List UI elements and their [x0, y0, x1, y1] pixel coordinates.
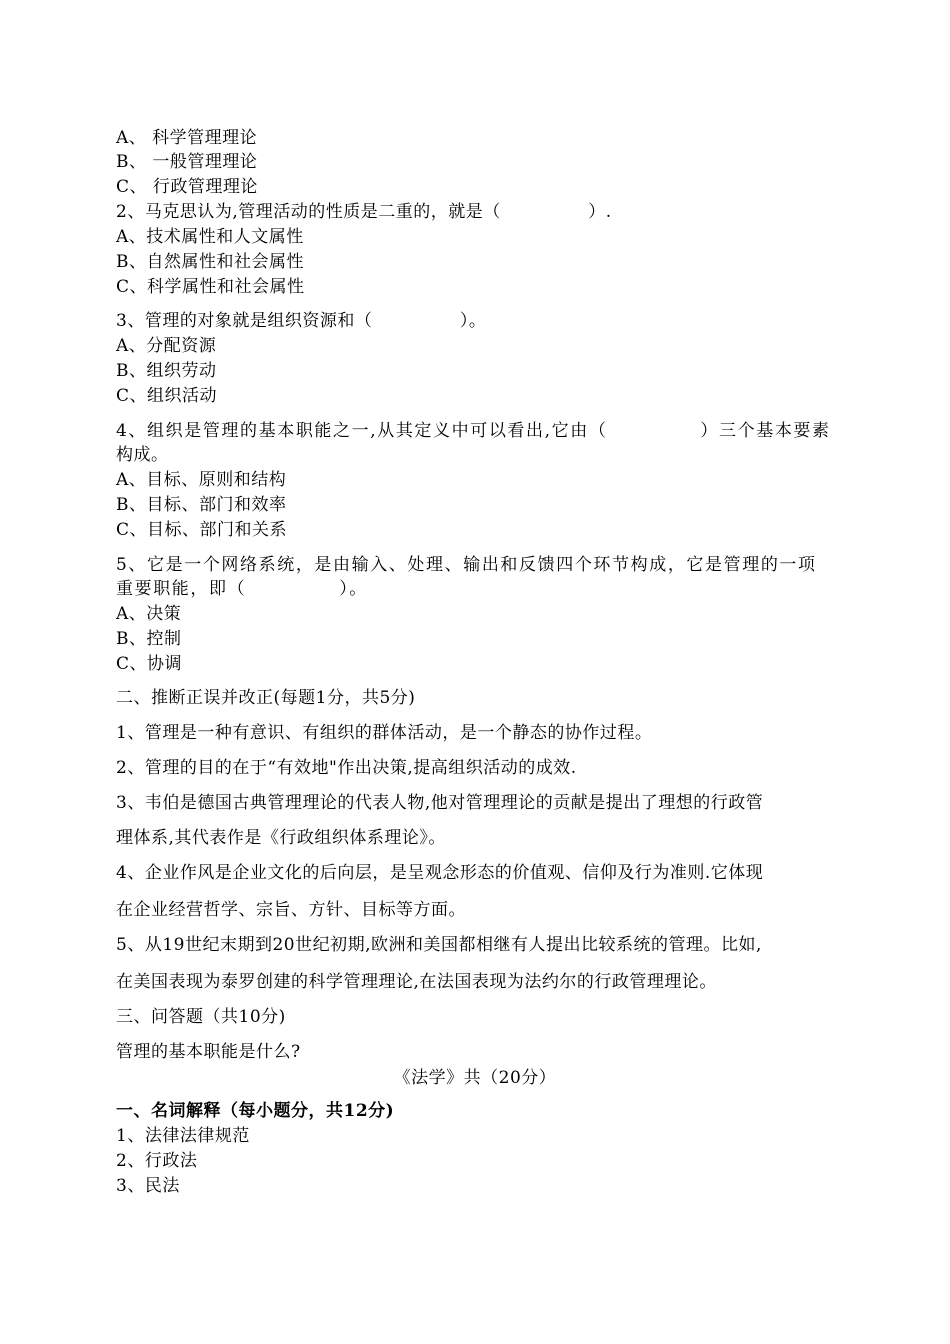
law-term-2: 2、行政法: [116, 1151, 198, 1171]
q5-option-a: A、决策: [116, 604, 182, 624]
q5-stem-line2: 重要职能，即（ ）。: [116, 579, 368, 599]
q1-option-a: A、 科学管理理论: [116, 128, 258, 148]
q4-option-c: C、目标、部门和关系: [116, 520, 288, 540]
section2-item-1: 1、管理是一种有意识、有组织的群体活动，是一个静态的协作过程。: [116, 723, 653, 743]
q1-option-b: B、 一般管理理论: [116, 152, 258, 172]
q3-option-b: B、组织劳动: [116, 361, 217, 381]
q2-option-c: C、科学属性和社会属性: [116, 277, 305, 297]
section2-heading: 二、推断正误并改正(每题1分，共5分): [116, 688, 416, 708]
section3-question: 管理的基本职能是什么?: [116, 1042, 301, 1062]
q5-option-c: C、协调: [116, 654, 183, 674]
section2-item-3-line2: 理体系,其代表作是《行政组织体系理论》。: [116, 828, 446, 848]
law-title: 《法学》共（20分）: [393, 1068, 557, 1088]
q4-option-a: A、目标、原则和结构: [116, 470, 287, 490]
section2-item-5-line2: 在美国表现为泰罗创建的科学管理理论,在法国表现为法约尔的行政管理理论。: [116, 972, 717, 992]
section2-item-4-line1: 4、企业作风是企业文化的后向层，是呈观念形态的价值观、信仰及行为准则.它体现: [116, 863, 764, 883]
section3-heading: 三、问答题（共10分): [116, 1007, 286, 1027]
q2-option-b: B、自然属性和社会属性: [116, 252, 304, 272]
section2-item-2: 2、管理的目的在于“有效地"作出决策,提高组织活动的成效.: [116, 758, 577, 778]
q3-option-a: A、分配资源: [116, 336, 217, 356]
q4-stem-line1: 4、组织是管理的基本职能之一,从其定义中可以看出,它由（ ）三个基本要素: [116, 421, 831, 441]
q4-option-b: B、目标、部门和效率: [116, 495, 287, 515]
q5-stem-line1: 5、它是一个网络系统，是由输入、处理、输出和反馈四个环节构成，它是管理的一项: [116, 555, 817, 575]
law-section1-heading: 一、名词解释（每小题分，共12分): [116, 1101, 395, 1121]
law-term-3: 3、民法: [116, 1176, 180, 1196]
q3-option-c: C、组织活动: [116, 386, 218, 406]
q2-option-a: A、技术属性和人文属性: [116, 227, 304, 247]
q2-stem: 2、马克思认为,管理活动的性质是二重的，就是（ ）.: [116, 202, 612, 222]
q4-stem-line2: 构成。: [116, 445, 169, 465]
law-term-1: 1、法律法律规范: [116, 1126, 250, 1146]
section2-item-5-line1: 5、从19世纪末期到20世纪初期,欧洲和美国都相继有人提出比较系统的管理。比如,: [116, 935, 762, 955]
q1-option-c: C、 行政管理理论: [116, 177, 258, 197]
section2-item-4-line2: 在企业经营哲学、宗旨、方针、目标等方面。: [116, 900, 466, 920]
q5-option-b: B、控制: [116, 629, 182, 649]
section2-item-3-line1: 3、韦伯是德国古典管理理论的代表人物,他对管理理论的贡献是提出了理想的行政管: [116, 793, 764, 813]
q3-stem: 3、管理的对象就是组织资源和（ ）。: [116, 311, 487, 331]
